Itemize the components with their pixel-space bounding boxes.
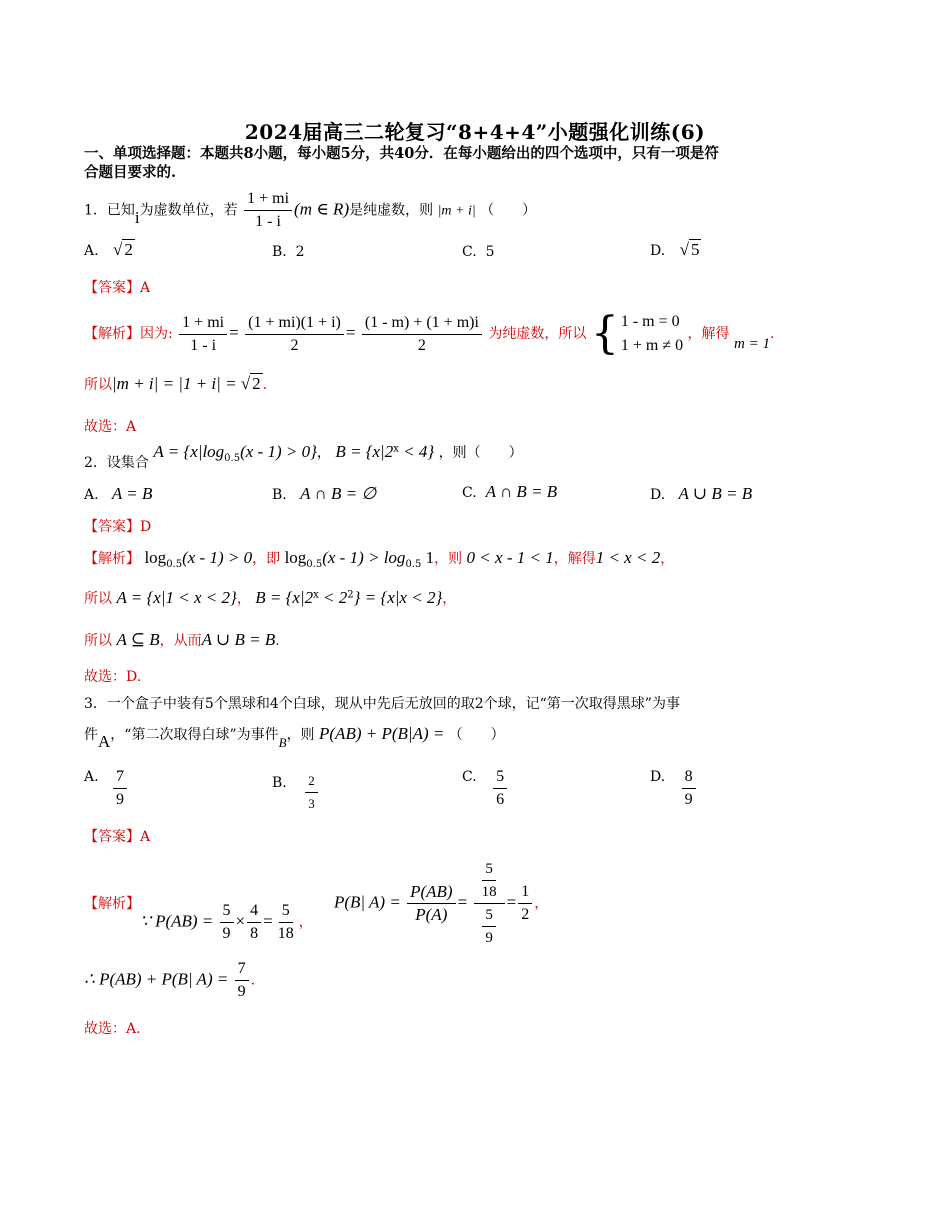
q1-answer: 【答案】A [84, 280, 151, 296]
q3-step2: P(B| A) = $\frac{P(AB)}{P(A)}$ = $\frac{\frac{5}{18}}{\frac{5}{9}}$ = $\frac{1}{2}$ ， [334, 858, 548, 949]
q1-option-a[interactable]: A. √ 2 [84, 240, 133, 259]
q3-option-b[interactable]: B. $\frac{2}{3}$ [272, 770, 320, 815]
section-heading-line2: 合题目要求的. [84, 164, 177, 181]
q3-step3: ∴ P(AB) + P(B| A) = $\frac{7}{9}$ . [84, 960, 256, 1000]
page-title: 2024届高三二轮复习“8+4+4”小题强化训练(6) [244, 120, 706, 144]
q1-result: 所以|m + i| = |1 + i| = √ 2 . [84, 374, 268, 393]
q1-equation-system: { 1 - m = 0 1 + m ≠ 0 [590, 308, 684, 359]
q1-fraction: $\frac{1 + mi}{1 - i}$ [244, 188, 292, 233]
q1-analysis: 【解析】因为: $\frac{1 + mi}{1 - i}$ = $\frac{(1 + mi)(1 + i)}{2}$ = $\frac{(1 - m) + (1 + m)i}{2}$ 为纯虚数，所以 { 1 - m = 0 1 + m ≠ 0 ，解得 m = 1. [84, 308, 775, 359]
q3-stem-line1: 3．一个盒子中装有5个黑球和4个白球，现从中先后无放回的取2个球，记“第一次取得黑球”为事 [84, 696, 680, 712]
q3-choose: 故选：A. [84, 1021, 141, 1037]
q3-stem-line2: 件A，“第二次取得白球”为事件B，则 P(AB) + P(B|A) = （ ） [84, 724, 505, 751]
q2-choose: 故选：D. [84, 669, 142, 685]
q3-step1: ∵ P(AB) = $\frac{5}{9}$ × $\frac{4}{8}$ = $\frac{5}{18}$ ， [140, 902, 313, 942]
section-heading-line1: 一、单项选择题：本题共8小题，每小题5分，共40分．在每小题给出的四个选项中，只有一项是符 [84, 145, 719, 162]
q2-stem: 2．设集合 $A = \{x|\log_{0.5}(x - 1) > 0\}$， $B = \{x|2^x < 4\}$ ，则（ ） [84, 442, 523, 471]
q2-option-d[interactable]: D. A ∪ B = B [650, 484, 753, 503]
q1-option-b[interactable]: B. 2 [272, 244, 305, 260]
q2-answer: 【答案】D [84, 519, 152, 535]
q1-choose: 故选：A [84, 419, 137, 435]
q2-option-c[interactable]: C. A ∩ B = B [462, 482, 558, 501]
q2-option-a[interactable]: A. A = B [84, 484, 153, 503]
q3-option-a[interactable]: A. $\frac{7}{9}$ [84, 766, 129, 811]
q2-sets: 所以 A = {x|1 < x < 2}， $B = \{x|2^x < 2^2\} = \{x|x < 2\}$， [84, 588, 457, 607]
q1-stem: 1．已知i为虚数单位，若 $\frac{1 + mi}{1 - i}$ (m ∈ R)是纯虚数，则 |m + i| （ ） [84, 188, 536, 233]
q3-option-c[interactable]: C. $\frac{5}{6}$ [462, 766, 509, 811]
q2-option-b[interactable]: B. A ∩ B = ∅ [272, 484, 377, 503]
q1-option-d[interactable]: D. √ 5 [650, 240, 700, 259]
q2-conclusion: 所以 A ⊆ B，从而A ∪ B = B. [84, 630, 280, 649]
q2-analysis: 【解析】 $\log_{0.5}(x - 1) > 0$，即 $\log_{0.5}(x - 1) > \log_{0.5} 1$，则 0 < x - 1 < 1，解得1 < x < 2， [84, 548, 675, 570]
q3-analysis-tag: 【解析】 [84, 896, 140, 912]
q3-complex-fraction: $\frac{\frac{5}{18}}{\frac{5}{9}}$ [474, 858, 505, 949]
q1-option-c[interactable]: C. 5 [462, 244, 495, 260]
q3-option-d[interactable]: D. $\frac{8}{9}$ [650, 766, 698, 811]
q3-answer: 【答案】A [84, 829, 151, 845]
